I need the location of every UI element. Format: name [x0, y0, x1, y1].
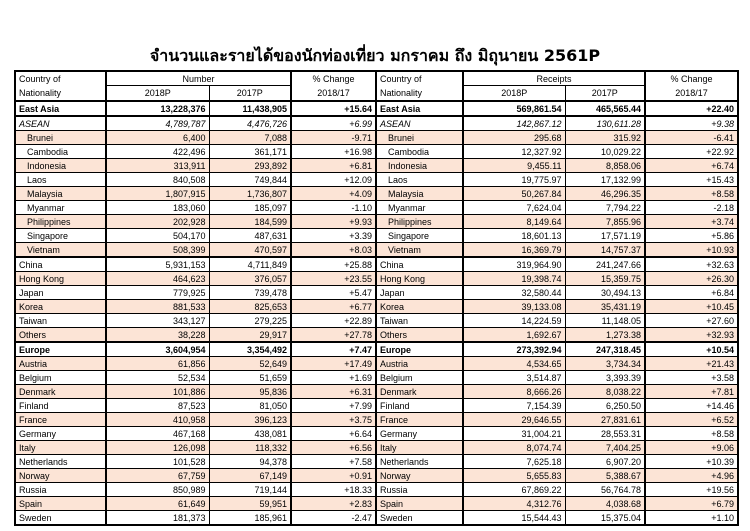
receipts-change-cell: +6.84: [645, 286, 738, 300]
number-2018-cell: 61,649: [106, 497, 209, 511]
number-2018-cell: 67,759: [106, 469, 209, 483]
number-change-cell: +6.31: [291, 385, 376, 399]
receipts-2018-cell: 16,369.79: [463, 243, 565, 258]
number-2018-cell: 464,623: [106, 272, 209, 286]
receipts-2017-cell: 27,831.61: [565, 413, 645, 427]
receipts-2018-cell: 8,666.26: [463, 385, 565, 399]
number-change-cell: +23.55: [291, 272, 376, 286]
number-change-cell: +4.09: [291, 187, 376, 201]
country-cell-right: ASEAN: [376, 116, 463, 131]
receipts-change-cell: +3.74: [645, 215, 738, 229]
receipts-change-cell: +9.06: [645, 441, 738, 455]
country-cell-right: Vietnam: [376, 243, 463, 258]
number-2017-cell: 825,653: [209, 300, 291, 314]
receipts-2017-cell: 28,553.31: [565, 427, 645, 441]
number-2018-cell: 850,989: [106, 483, 209, 497]
receipts-2018-cell: 1,692.67: [463, 328, 565, 343]
receipts-2017-cell: 247,318.45: [565, 342, 645, 357]
number-change-cell: +12.09: [291, 173, 376, 187]
country-cell-right: Taiwan: [376, 314, 463, 328]
country-cell-right: Others: [376, 328, 463, 343]
number-change-cell: +7.99: [291, 399, 376, 413]
number-2018-cell: 126,098: [106, 441, 209, 455]
header-country-left: Country of Nationality: [15, 71, 106, 101]
receipts-2017-cell: 7,855.96: [565, 215, 645, 229]
number-change-cell: +25.88: [291, 257, 376, 272]
receipts-2017-cell: 1,273.38: [565, 328, 645, 343]
number-2017-cell: 7,088: [209, 131, 291, 145]
number-2018-cell: 38,228: [106, 328, 209, 343]
number-change-cell: +5.47: [291, 286, 376, 300]
receipts-2018-cell: 8,149.64: [463, 215, 565, 229]
table-row: [15, 342, 738, 357]
number-change-cell: +27.78: [291, 328, 376, 343]
country-cell-right: Italy: [376, 441, 463, 455]
country-cell-right: Spain: [376, 497, 463, 511]
receipts-change-cell: +6.74: [645, 159, 738, 173]
country-cell-left: Russia: [15, 483, 106, 497]
number-change-cell: +6.81: [291, 159, 376, 173]
receipts-2017-cell: 10,029.22: [565, 145, 645, 159]
receipts-2018-cell: 19,775.97: [463, 173, 565, 187]
country-cell-left: Others: [15, 328, 106, 343]
number-change-cell: +6.77: [291, 300, 376, 314]
number-2018-cell: 410,958: [106, 413, 209, 427]
number-2017-cell: 719,144: [209, 483, 291, 497]
country-cell-right: Austria: [376, 357, 463, 371]
receipts-change-cell: +21.43: [645, 357, 738, 371]
country-cell-right: Japan: [376, 286, 463, 300]
receipts-2017-cell: 14,757.37: [565, 243, 645, 258]
number-2017-cell: 470,597: [209, 243, 291, 258]
receipts-2017-cell: 56,764.78: [565, 483, 645, 497]
receipts-2018-cell: 4,312.76: [463, 497, 565, 511]
table-row: [15, 229, 738, 243]
number-change-cell: -2.47: [291, 511, 376, 526]
number-2017-cell: 29,917: [209, 328, 291, 343]
receipts-2017-cell: 465,565.44: [565, 101, 645, 116]
number-2017-cell: 293,892: [209, 159, 291, 173]
country-cell-right: Philippines: [376, 215, 463, 229]
table-row: [15, 314, 738, 328]
country-cell-right: East Asia: [376, 101, 463, 116]
number-2017-cell: 739,478: [209, 286, 291, 300]
country-cell-right: Hong Kong: [376, 272, 463, 286]
receipts-change-cell: +6.52: [645, 413, 738, 427]
receipts-change-cell: +15.43: [645, 173, 738, 187]
table-row: [15, 483, 738, 497]
receipts-change-cell: +32.63: [645, 257, 738, 272]
table-row: [15, 427, 738, 441]
country-cell-left: Malaysia: [15, 187, 106, 201]
number-2017-cell: 118,332: [209, 441, 291, 455]
country-cell-left: Vietnam: [15, 243, 106, 258]
number-change-cell: +0.91: [291, 469, 376, 483]
number-change-cell: +16.98: [291, 145, 376, 159]
country-cell-left: East Asia: [15, 101, 106, 116]
number-change-cell: +9.93: [291, 215, 376, 229]
receipts-2018-cell: 142,867.12: [463, 116, 565, 131]
number-2018-cell: 101,886: [106, 385, 209, 399]
number-change-cell: +3.39: [291, 229, 376, 243]
receipts-2018-cell: 7,624.04: [463, 201, 565, 215]
country-cell-left: Japan: [15, 286, 106, 300]
receipts-2017-cell: 6,907.20: [565, 455, 645, 469]
country-cell-left: China: [15, 257, 106, 272]
number-2018-cell: 3,604,954: [106, 342, 209, 357]
receipts-2017-cell: 46,296.35: [565, 187, 645, 201]
country-cell-right: Russia: [376, 483, 463, 497]
header-number-group: Number: [106, 71, 291, 86]
table-row: [15, 145, 738, 159]
receipts-2017-cell: 5,388.67: [565, 469, 645, 483]
country-cell-right: Europe: [376, 342, 463, 357]
number-change-cell: -1.10: [291, 201, 376, 215]
table-row: [15, 497, 738, 511]
receipts-change-cell: +10.93: [645, 243, 738, 258]
country-cell-right: Germany: [376, 427, 463, 441]
number-2017-cell: 95,836: [209, 385, 291, 399]
country-cell-right: Sweden: [376, 511, 463, 526]
receipts-2018-cell: 32,580.44: [463, 286, 565, 300]
receipts-change-cell: +5.86: [645, 229, 738, 243]
number-2018-cell: 181,373: [106, 511, 209, 526]
number-2017-cell: 361,171: [209, 145, 291, 159]
receipts-2017-cell: 15,375.04: [565, 511, 645, 526]
country-cell-right: Indonesia: [376, 159, 463, 173]
number-2018-cell: 508,399: [106, 243, 209, 258]
page-title: จำนวนและรายได้ของนักท่องเที่ยว มกราคม ถึง มิถุนายน 2561P: [149, 46, 601, 65]
receipts-2018-cell: 319,964.90: [463, 257, 565, 272]
table-row: [15, 328, 738, 343]
number-2017-cell: 67,149: [209, 469, 291, 483]
number-2018-cell: 313,911: [106, 159, 209, 173]
country-cell-left: Brunei: [15, 131, 106, 145]
country-cell-right: Laos: [376, 173, 463, 187]
receipts-change-cell: +14.46: [645, 399, 738, 413]
country-cell-left: Myanmar: [15, 201, 106, 215]
table-row: [15, 286, 738, 300]
country-cell-left: Korea: [15, 300, 106, 314]
country-cell-right: France: [376, 413, 463, 427]
number-change-cell: +18.33: [291, 483, 376, 497]
table-body: [15, 101, 738, 525]
receipts-2018-cell: 8,074.74: [463, 441, 565, 455]
receipts-2017-cell: 3,734.34: [565, 357, 645, 371]
receipts-2018-cell: 295.68: [463, 131, 565, 145]
number-2017-cell: 185,961: [209, 511, 291, 526]
country-cell-left: Philippines: [15, 215, 106, 229]
country-cell-left: Norway: [15, 469, 106, 483]
country-cell-left: ASEAN: [15, 116, 106, 131]
number-change-cell: +22.89: [291, 314, 376, 328]
table-row: [15, 300, 738, 314]
number-2018-cell: 13,228,376: [106, 101, 209, 116]
number-change-cell: +7.58: [291, 455, 376, 469]
number-2018-cell: 6,400: [106, 131, 209, 145]
receipts-change-cell: +6.79: [645, 497, 738, 511]
table-row: [15, 469, 738, 483]
table-row: [15, 413, 738, 427]
receipts-2018-cell: 14,224.59: [463, 314, 565, 328]
receipts-2018-cell: 7,154.39: [463, 399, 565, 413]
number-2018-cell: 840,508: [106, 173, 209, 187]
receipts-2017-cell: 130,611.28: [565, 116, 645, 131]
number-change-cell: +3.75: [291, 413, 376, 427]
receipts-2018-cell: 4,534.65: [463, 357, 565, 371]
country-cell-right: Brunei: [376, 131, 463, 145]
country-cell-left: Cambodia: [15, 145, 106, 159]
number-2017-cell: 59,951: [209, 497, 291, 511]
receipts-2018-cell: 39,133.08: [463, 300, 565, 314]
country-cell-right: China: [376, 257, 463, 272]
number-2018-cell: 52,534: [106, 371, 209, 385]
number-2017-cell: 4,711,849: [209, 257, 291, 272]
receipts-2017-cell: 241,247.66: [565, 257, 645, 272]
country-cell-right: Singapore: [376, 229, 463, 243]
table-row: [15, 257, 738, 272]
number-change-cell: +1.69: [291, 371, 376, 385]
number-2017-cell: 376,057: [209, 272, 291, 286]
number-2017-cell: 81,050: [209, 399, 291, 413]
table-row: [15, 511, 738, 526]
number-2018-cell: 504,170: [106, 229, 209, 243]
number-2018-cell: 101,528: [106, 455, 209, 469]
receipts-2017-cell: 17,132.99: [565, 173, 645, 187]
number-2017-cell: 1,736,807: [209, 187, 291, 201]
number-2017-cell: 749,844: [209, 173, 291, 187]
country-cell-left: Sweden: [15, 511, 106, 526]
number-change-cell: +6.99: [291, 116, 376, 131]
country-cell-left: Hong Kong: [15, 272, 106, 286]
receipts-2018-cell: 67,869.22: [463, 483, 565, 497]
number-2018-cell: 4,789,787: [106, 116, 209, 131]
table-row: [15, 357, 738, 371]
receipts-2018-cell: 3,514.87: [463, 371, 565, 385]
number-2017-cell: 487,631: [209, 229, 291, 243]
table-row: [15, 159, 738, 173]
country-cell-right: Cambodia: [376, 145, 463, 159]
number-change-cell: +6.64: [291, 427, 376, 441]
number-change-cell: +17.49: [291, 357, 376, 371]
number-change-cell: +15.64: [291, 101, 376, 116]
country-cell-right: Netherlands: [376, 455, 463, 469]
country-cell-left: Germany: [15, 427, 106, 441]
table-row: [15, 385, 738, 399]
receipts-change-cell: +22.92: [645, 145, 738, 159]
receipts-2017-cell: 315.92: [565, 131, 645, 145]
table-row: [15, 187, 738, 201]
country-cell-left: France: [15, 413, 106, 427]
header-number-2018: 2018P: [106, 86, 209, 102]
receipts-2018-cell: 18,601.13: [463, 229, 565, 243]
receipts-2017-cell: 7,794.22: [565, 201, 645, 215]
country-cell-left: Austria: [15, 357, 106, 371]
table-row: [15, 455, 738, 469]
number-2018-cell: 61,856: [106, 357, 209, 371]
country-cell-left: Laos: [15, 173, 106, 187]
country-cell-left: Netherlands: [15, 455, 106, 469]
receipts-change-cell: +8.58: [645, 187, 738, 201]
receipts-2017-cell: 8,038.22: [565, 385, 645, 399]
header-receipts-2017: 2017P: [565, 86, 645, 102]
number-2017-cell: 185,097: [209, 201, 291, 215]
country-cell-right: Belgium: [376, 371, 463, 385]
receipts-change-cell: +10.54: [645, 342, 738, 357]
country-cell-right: Korea: [376, 300, 463, 314]
table-row: [15, 441, 738, 455]
receipts-2017-cell: 35,431.19: [565, 300, 645, 314]
header-receipts-group: Receipts: [463, 71, 645, 86]
receipts-2017-cell: 30,494.13: [565, 286, 645, 300]
receipts-2018-cell: 50,267.84: [463, 187, 565, 201]
table-row: [15, 173, 738, 187]
number-2018-cell: 422,496: [106, 145, 209, 159]
country-cell-left: Europe: [15, 342, 106, 357]
receipts-change-cell: +8.58: [645, 427, 738, 441]
table-header: [15, 71, 738, 101]
country-cell-right: Denmark: [376, 385, 463, 399]
receipts-change-cell: -2.18: [645, 201, 738, 215]
receipts-2017-cell: 17,571.19: [565, 229, 645, 243]
receipts-2017-cell: 6,250.50: [565, 399, 645, 413]
receipts-change-cell: +32.93: [645, 328, 738, 343]
country-cell-left: Finland: [15, 399, 106, 413]
receipts-2018-cell: 9,455.11: [463, 159, 565, 173]
number-change-cell: -9.71: [291, 131, 376, 145]
number-2018-cell: 343,127: [106, 314, 209, 328]
number-2018-cell: 202,928: [106, 215, 209, 229]
number-change-cell: +6.56: [291, 441, 376, 455]
receipts-change-cell: +9.38: [645, 116, 738, 131]
receipts-2018-cell: 273,392.94: [463, 342, 565, 357]
country-cell-left: Taiwan: [15, 314, 106, 328]
receipts-change-cell: +4.96: [645, 469, 738, 483]
receipts-2017-cell: 15,359.75: [565, 272, 645, 286]
number-2018-cell: 87,523: [106, 399, 209, 413]
header-number-2017: 2017P: [209, 86, 291, 102]
receipts-change-cell: +22.40: [645, 101, 738, 116]
receipts-change-cell: -6.41: [645, 131, 738, 145]
receipts-2018-cell: 15,544.43: [463, 511, 565, 526]
number-change-cell: +8.03: [291, 243, 376, 258]
receipts-change-cell: +27.60: [645, 314, 738, 328]
receipts-2018-cell: 12,327.92: [463, 145, 565, 159]
number-2017-cell: 438,081: [209, 427, 291, 441]
country-cell-left: Italy: [15, 441, 106, 455]
receipts-change-cell: +3.58: [645, 371, 738, 385]
number-2018-cell: 467,168: [106, 427, 209, 441]
number-2017-cell: 51,659: [209, 371, 291, 385]
country-cell-left: Denmark: [15, 385, 106, 399]
header-receipts-2018: 2018P: [463, 86, 565, 102]
number-2017-cell: 184,599: [209, 215, 291, 229]
receipts-2018-cell: 19,398.74: [463, 272, 565, 286]
receipts-2017-cell: 11,148.05: [565, 314, 645, 328]
receipts-change-cell: +7.81: [645, 385, 738, 399]
receipts-change-cell: +10.45: [645, 300, 738, 314]
table-row: [15, 215, 738, 229]
receipts-2017-cell: 3,393.39: [565, 371, 645, 385]
country-cell-right: Finland: [376, 399, 463, 413]
country-cell-left: Indonesia: [15, 159, 106, 173]
header-change-left: % Change 2018/17: [291, 71, 376, 101]
country-cell-right: Malaysia: [376, 187, 463, 201]
receipts-2018-cell: 5,655.83: [463, 469, 565, 483]
number-2017-cell: 94,378: [209, 455, 291, 469]
number-2018-cell: 1,807,915: [106, 187, 209, 201]
table-row: [15, 131, 738, 145]
receipts-change-cell: +19.56: [645, 483, 738, 497]
number-2017-cell: 3,354,492: [209, 342, 291, 357]
number-change-cell: +2.83: [291, 497, 376, 511]
receipts-2017-cell: 7,404.25: [565, 441, 645, 455]
table-row: [15, 201, 738, 215]
table-row: [15, 116, 738, 131]
country-cell-right: Myanmar: [376, 201, 463, 215]
header-change-right: % Change 2018/17: [645, 71, 738, 101]
number-2017-cell: 4,476,726: [209, 116, 291, 131]
receipts-2018-cell: 29,646.55: [463, 413, 565, 427]
receipts-2017-cell: 4,038.68: [565, 497, 645, 511]
table-row: [15, 243, 738, 258]
table-row: [15, 371, 738, 385]
country-cell-right: Norway: [376, 469, 463, 483]
table-row: [15, 399, 738, 413]
number-2017-cell: 52,649: [209, 357, 291, 371]
receipts-change-cell: +26.30: [645, 272, 738, 286]
country-cell-left: Spain: [15, 497, 106, 511]
country-cell-left: Singapore: [15, 229, 106, 243]
table-row: [15, 101, 738, 116]
receipts-2018-cell: 31,004.21: [463, 427, 565, 441]
receipts-2017-cell: 8,858.06: [565, 159, 645, 173]
country-cell-left: Belgium: [15, 371, 106, 385]
header-country-right: Country of Nationality: [376, 71, 463, 101]
number-2018-cell: 779,925: [106, 286, 209, 300]
receipts-2018-cell: 7,625.18: [463, 455, 565, 469]
number-2018-cell: 881,533: [106, 300, 209, 314]
receipts-2018-cell: 569,861.54: [463, 101, 565, 116]
tourism-stats-table: [14, 70, 739, 526]
receipts-change-cell: +10.39: [645, 455, 738, 469]
receipts-change-cell: +1.10: [645, 511, 738, 526]
number-2018-cell: 183,060: [106, 201, 209, 215]
number-2017-cell: 396,123: [209, 413, 291, 427]
number-2017-cell: 11,438,905: [209, 101, 291, 116]
number-2018-cell: 5,931,153: [106, 257, 209, 272]
number-2017-cell: 279,225: [209, 314, 291, 328]
table-row: [15, 272, 738, 286]
number-change-cell: +7.47: [291, 342, 376, 357]
